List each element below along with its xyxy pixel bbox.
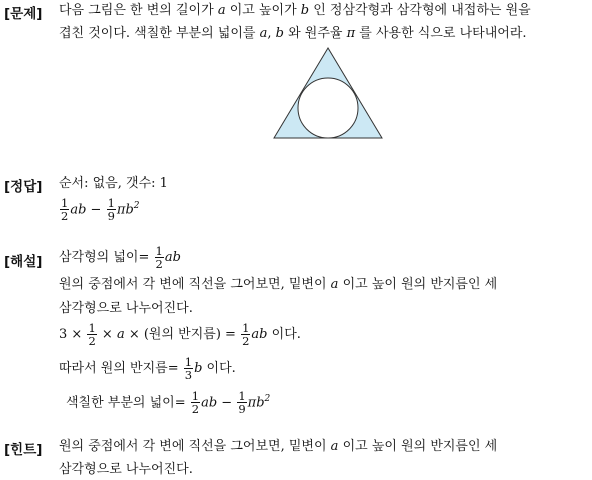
hint-line-2: 삼각형으로 나누어진다. — [59, 462, 193, 477]
hint-line-1: 원의 중점에서 각 변에 직선을 그어보면, 밑변이 a 이고 높이 원의 반지름인 세 — [59, 439, 498, 454]
explanation-line-3: 삼각형으로 나누어진다. — [59, 301, 193, 316]
explanation-tag: [해설] — [4, 254, 43, 270]
triangle-incircle-figure — [272, 46, 384, 142]
fraction: $\frac{1}{2}$ — [242, 321, 250, 348]
fraction: $\frac{1}{9}$ — [107, 196, 115, 224]
problem-line-1: 다음 그림은 한 변의 길이가 a 이고 높이가 b 인 정삼각형과 삼각형에 내접하는 원을 — [59, 3, 531, 18]
fraction: $\frac{1}{2}$ — [191, 389, 200, 417]
answer-line-1: 순서: 없음, 갯수: 1 — [59, 176, 168, 191]
answer-tag: [정답] — [4, 179, 43, 195]
answer-expression: $\frac{1}{2}$ ab − $\frac{1}{9}$ $\pi b^2$ — [61, 196, 140, 224]
problem-line-2: 겹친 것이다. 색칠한 부분의 넓이를 a, b 와 원주율 π 를 사용한 식으로 나타내어라. — [59, 26, 527, 41]
hint-tag: [힌트] — [4, 442, 43, 458]
problem-tag: [문제] — [4, 6, 43, 22]
fraction: $\frac{1}{2}$ — [61, 196, 69, 224]
explanation-line-5: 따라서 원의 반지름= $\frac{1}{3}$ b 이다. — [59, 355, 236, 382]
fraction: $\frac{1}{9}$ — [238, 389, 246, 417]
explanation-line-1: 삼각형의 넓이= $\frac{1}{2}$ ab — [59, 244, 181, 271]
explanation-line-4: 3 × $\frac{1}{2}$ × a × (원의 반지름) = $\frac{1}{2}$ ab 이다. — [59, 321, 301, 348]
fraction: $\frac{1}{2}$ — [155, 244, 163, 271]
explanation-line-6: 색칠한 부분의 넓이= $\frac{1}{2}$ ab − $\frac{1}{9}$ $\pi b^2$ — [66, 389, 271, 417]
fraction: $\frac{1}{3}$ — [184, 355, 193, 382]
inscribed-circle — [298, 78, 358, 138]
explanation-line-2: 원의 중점에서 각 변에 직선을 그어보면, 밑변이 a 이고 높이 원의 반지름인 세 — [59, 277, 498, 292]
fraction: $\frac{1}{2}$ — [88, 321, 96, 348]
